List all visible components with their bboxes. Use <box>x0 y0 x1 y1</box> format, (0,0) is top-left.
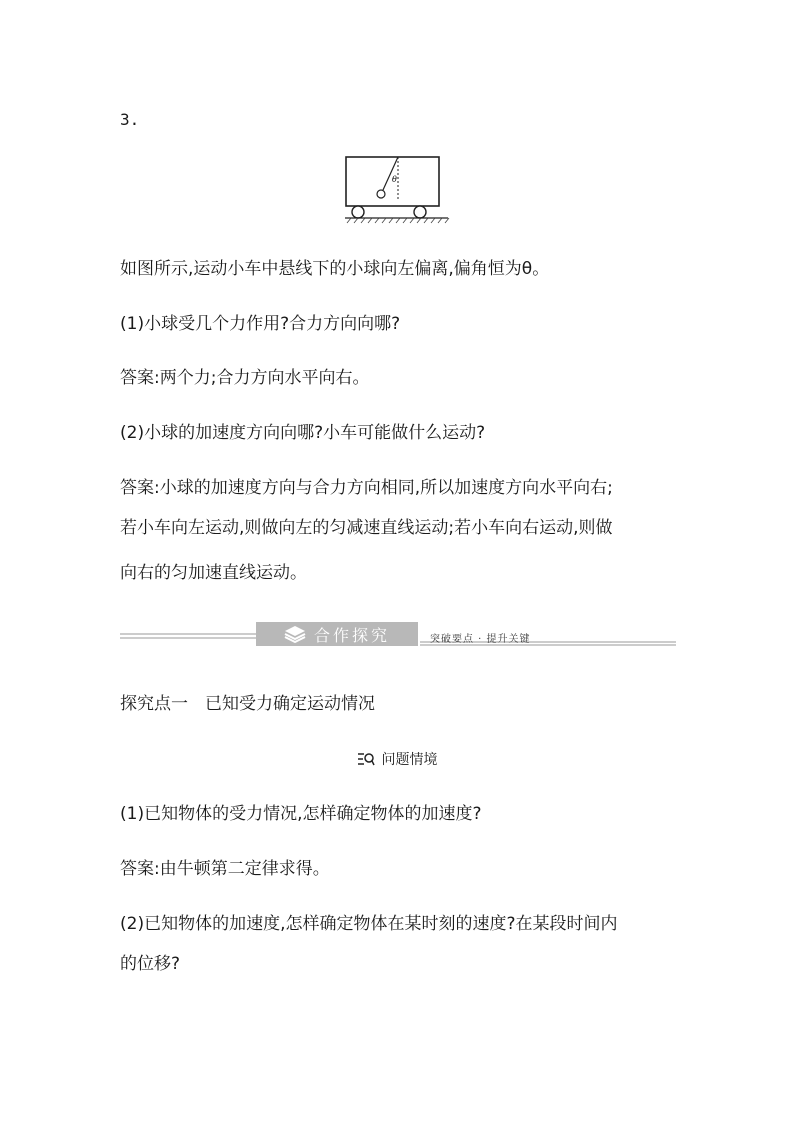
wheel-right <box>414 206 426 218</box>
answer-2-line-3: 向右的匀加速直线运动。 <box>120 563 307 583</box>
section-header <box>256 622 418 646</box>
angle-label: θ <box>392 175 397 184</box>
inquiry-question-1: (1)已知物体的受力情况,怎样确定物体的加速度? <box>120 804 482 824</box>
layers-icon <box>284 625 306 643</box>
pendulum-string <box>383 157 398 190</box>
context-label-text: 问题情境 <box>381 752 438 768</box>
question-2: (2)小球的加速度方向向哪?小车可能做什么运动? <box>120 423 486 443</box>
question-number: 3. <box>120 110 140 129</box>
problem-context-label <box>357 749 437 769</box>
cart-pendulum-figure <box>343 155 453 225</box>
inquiry-question-2-line-1: (2)已知物体的加速度,怎样确定物体在某时刻的速度?在某段时间内 <box>120 914 618 934</box>
inquiry-answer-1: 答案:由牛顿第二定律求得。 <box>120 859 330 879</box>
magnifier-list-icon <box>357 752 375 766</box>
answer-2-line-2: 若小车向左运动,则做向左的匀减速直线运动;若小车向右运动,则做 <box>120 518 613 538</box>
ground-hatching <box>347 218 449 223</box>
answer-1: 答案:两个力;合力方向水平向右。 <box>120 368 370 388</box>
section-title: 合作探究 <box>313 625 390 645</box>
pendulum-ball <box>377 190 385 198</box>
problem-intro: 如图所示,运动小车中悬线下的小球向左偏离,偏角恒为θ。 <box>120 259 550 279</box>
inquiry-heading: 探究点一 已知受力确定运动情况 <box>120 694 375 714</box>
section-subtitle: 突破要点 · 提升关键 <box>430 634 531 645</box>
inquiry-question-2-line-2: 的位移? <box>120 954 181 974</box>
answer-2-line-1: 答案:小球的加速度方向与合力方向相同,所以加速度方向水平向右; <box>120 478 613 498</box>
wheel-left <box>352 206 364 218</box>
question-1: (1)小球受几个力作用?合力方向向哪? <box>120 314 401 334</box>
